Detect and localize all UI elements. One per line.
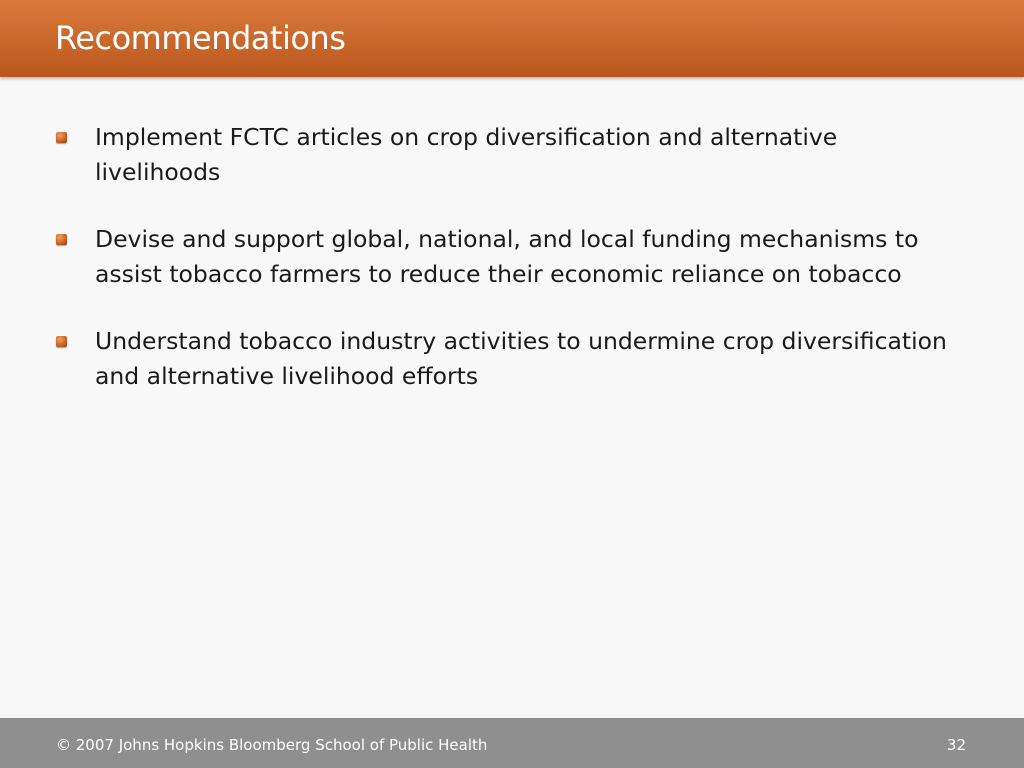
slide-title: Recommendations	[55, 19, 346, 57]
bullet-item	[56, 324, 961, 393]
title-bar	[0, 0, 1024, 77]
page-number: 32	[946, 736, 966, 754]
bullet-text: Devise and support global, national, and local funding mechanisms to assist tobacco farmers to reduce their economic reliance on tobacco	[95, 225, 919, 288]
bullet-list	[56, 120, 961, 426]
bullet-text: Implement FCTC articles on crop diversification and alternative livelihoods	[95, 123, 838, 186]
square-bullet-icon	[56, 132, 67, 143]
square-bullet-icon	[56, 234, 67, 245]
copyright-text: © 2007 Johns Hopkins Bloomberg School of Public Health	[56, 736, 488, 754]
bullet-item	[56, 222, 961, 291]
square-bullet-icon	[56, 336, 67, 347]
bullet-item	[56, 120, 961, 189]
bullet-text: Understand tobacco industry activities to undermine crop diversification and alternative livelihood efforts	[95, 327, 947, 390]
footer-bar	[0, 718, 1024, 768]
